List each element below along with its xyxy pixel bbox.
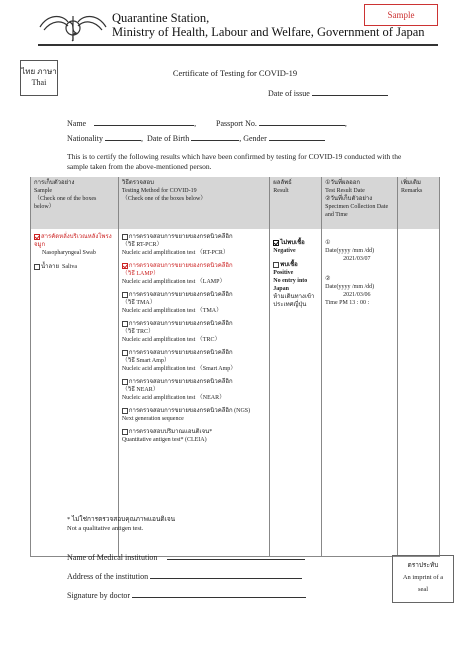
header-sample-th: การเก็บตัวอย่าง <box>34 180 75 186</box>
header-date-en2: Specimen Collection Date and Time <box>325 204 389 218</box>
language-native: ไทย ภาษา <box>21 67 57 76</box>
method-en: Nucleic acid amplification test （LAMP） <box>121 279 226 285</box>
date-of-issue-label: Date of issue <box>268 89 310 98</box>
date-cell <box>322 229 398 556</box>
header-method-note: （Check one of the boxes below） <box>121 196 207 202</box>
method-checkbox[interactable] <box>122 321 128 327</box>
seal-box <box>392 555 454 603</box>
positive-note-en: No entry into Japan <box>273 278 308 292</box>
doctor-signature-row <box>67 590 306 600</box>
result-negative-checkbox[interactable] <box>273 240 279 246</box>
date-of-issue-field[interactable] <box>312 88 388 96</box>
result-date-value[interactable]: 2021/03/07 <box>343 256 371 262</box>
header-result <box>270 177 322 229</box>
header-sample <box>31 177 119 229</box>
sample-option-nasopharyngeal[interactable] <box>34 233 115 249</box>
method-option[interactable] <box>122 233 266 257</box>
method-abbr: （วิธี TMA） <box>121 300 156 306</box>
method-en: Nucleic acid amplification test （RT-PCR） <box>121 250 229 256</box>
result-positive-checkbox[interactable] <box>273 262 279 268</box>
header-sample-en: Sample <box>34 188 52 194</box>
method-en: Next generation sequence <box>121 416 184 422</box>
result-cell <box>270 229 322 556</box>
method-th: การตรวจสอบการขยายของกรดนิวคลีอิก <box>128 292 233 298</box>
institution-name-label: Name of Medical institution <box>67 553 158 562</box>
method-abbr: （วิธี NEAR） <box>121 387 159 393</box>
method-en: Nucleic acid amplification test （TMA） <box>121 308 223 314</box>
sample-en: Nasopharyngeal Swab <box>42 250 96 256</box>
header-remarks-th: เพิ่มเติม <box>401 180 421 186</box>
method-cell <box>118 229 269 556</box>
sample-cell <box>31 229 119 556</box>
sample-option-saliva[interactable] <box>34 263 115 271</box>
method-option[interactable] <box>122 378 266 402</box>
passport-row: Passport No. , <box>216 119 347 128</box>
intro-text: This is to certify the following results which have been confirmed by testing for COVID-19 conducted with the sample taken from the above-mentioned person. <box>67 152 402 171</box>
method-checkbox[interactable] <box>122 292 128 298</box>
name-field[interactable] <box>94 118 194 126</box>
institution-address-row <box>67 571 302 581</box>
table-body-row <box>31 229 440 556</box>
institution-name-field[interactable] <box>167 552 305 560</box>
table-header-row <box>31 177 440 229</box>
method-checkbox[interactable] <box>122 408 128 414</box>
sample-checkbox-saliva[interactable] <box>34 264 40 270</box>
sample-th: สารคัดหลั่งบริเวณหลังโพรงจมูก <box>34 234 112 248</box>
method-en: Nucleic acid amplification test （NEAR） <box>121 395 226 401</box>
remarks-cell[interactable] <box>398 229 440 556</box>
header-method-en: Testing Method for COVID-19 <box>121 188 197 194</box>
method-th: การตรวจสอบการขยายของกรดนิวคลีอิก <box>128 263 233 269</box>
method-en: Nucleic acid amplification test （Smart Amp） <box>121 366 237 372</box>
institution-address-field[interactable] <box>150 571 302 579</box>
nationality-field[interactable] <box>105 133 141 141</box>
method-abbr: （วิธี RT-PCR） <box>121 242 163 248</box>
method-option[interactable] <box>122 407 266 423</box>
doctor-signature-field[interactable] <box>132 590 306 598</box>
method-option[interactable] <box>122 291 266 315</box>
certificate-title: Certificate of Testing for COVID-19 <box>172 68 298 78</box>
method-th: การตรวจสอบการขยายของกรดนิวคลีอิก <box>128 234 233 240</box>
sample-th: น้ำลาย <box>41 264 60 270</box>
org-line-1: Quarantine Station, <box>112 11 210 25</box>
header-date <box>322 177 398 229</box>
header-remarks <box>398 177 440 229</box>
institution-name-row <box>67 552 305 562</box>
nationality-label: Nationality <box>67 134 103 143</box>
header-remarks-en: Remarks <box>401 188 423 194</box>
header-date-en1: Test Result Date <box>325 188 365 194</box>
method-option[interactable] <box>122 428 266 444</box>
org-line-2: Ministry of Health, Labour and Welfare, Government of Japan <box>112 25 425 39</box>
negative-th: ไม่พบเชื้อ <box>280 240 305 246</box>
language-english: Thai <box>31 78 47 87</box>
antigen-note <box>67 515 175 533</box>
method-option[interactable] <box>122 320 266 344</box>
method-abbr: （วิธี TRC） <box>121 329 155 335</box>
result-negative-option[interactable] <box>273 239 318 247</box>
header-date-th1: ①วันที่ผลออก <box>325 180 360 186</box>
name-row: Name , <box>67 119 197 128</box>
method-option[interactable] <box>122 262 266 286</box>
method-th: การตรวจสอบการขยายของกรดนิวคลีอิก <box>128 350 233 356</box>
header-sample-note: （Check one of the boxes below） <box>34 196 97 210</box>
method-abbr: （วิธี LAMP） <box>121 271 160 277</box>
method-th: การตรวจสอบการขยายของกรดนิวคลีอิก <box>128 321 233 327</box>
passport-label: Passport No. <box>216 119 257 128</box>
result-positive-option[interactable] <box>273 261 318 269</box>
circled-one: ① <box>325 240 331 246</box>
method-option[interactable] <box>122 349 266 373</box>
passport-field[interactable] <box>259 118 345 126</box>
method-en: Nucleic acid amplification test （TRC） <box>121 337 221 343</box>
sample-en: Saliva <box>62 264 78 270</box>
positive-th: พบเชื้อ <box>280 262 298 268</box>
sample-stamp: Sample <box>364 4 438 26</box>
header-divider <box>38 44 438 46</box>
header-method <box>118 177 269 229</box>
doctor-signature-label: Signature by doctor <box>67 591 131 600</box>
method-checkbox[interactable] <box>122 234 128 240</box>
method-th: การตรวจสอบการขยายของกรดนิวคลีอิก (NGS) <box>128 408 251 414</box>
header-result-en: Result <box>273 188 289 194</box>
seal-th: ตราประทับ <box>407 562 439 569</box>
date-of-issue[interactable] <box>268 88 388 98</box>
method-en: Quantitative antigen test* (CLEIA) <box>121 437 207 443</box>
note-th: * ไม่ใช่การตรวจสอบคุณภาพแอนติเจน <box>67 516 176 523</box>
method-th: การตรวจสอบปริมาณแอนติเจน* <box>128 429 213 435</box>
collection-time-value[interactable]: Time PM 13 : 00 : <box>325 300 370 306</box>
quarantine-emblem-icon <box>38 10 108 44</box>
method-th: การตรวจสอบการขยายของกรดนิวคลีอิก <box>128 379 233 385</box>
language-box <box>20 60 58 96</box>
header-date-th2: ②วันที่เก็บตัวอย่าง <box>325 196 373 202</box>
method-checkbox[interactable] <box>122 350 128 356</box>
seal-en-2: seal <box>417 586 429 593</box>
method-checkbox[interactable] <box>122 263 128 269</box>
positive-note-th: ห้ามเดินทางเข้าประเทศญี่ปุ่น <box>273 294 315 308</box>
negative-en: Negative <box>273 248 296 254</box>
nationality-row: Nationality , Date of Birth , Gender <box>67 133 325 143</box>
circled-two: ② <box>325 276 331 282</box>
institution-address-label: Address of the institution <box>67 572 149 581</box>
seal-en-1: An imprint of a <box>402 574 444 581</box>
results-table <box>30 177 440 557</box>
method-checkbox[interactable] <box>122 429 128 435</box>
header-method-th: วิธีตรวจสอบ <box>121 180 154 186</box>
name-label: Name <box>67 119 87 128</box>
date-label-2: Date(yyyy /mm /dd) <box>325 284 375 290</box>
gender-label: Gender <box>243 134 267 143</box>
header-result-th: ผลลัพธ์ <box>273 180 292 186</box>
collection-date-value[interactable]: 2021/03/06 <box>343 292 371 298</box>
dob-field[interactable] <box>191 133 239 141</box>
method-checkbox[interactable] <box>122 379 128 385</box>
positive-en: Positive <box>273 270 294 276</box>
method-abbr: （วิธี Smart Amp） <box>121 358 170 364</box>
date-label-1: Date(yyyy /mm /dd) <box>325 248 375 254</box>
gender-field[interactable] <box>269 133 325 141</box>
sample-checkbox-nasopharyngeal[interactable] <box>34 234 40 240</box>
dob-label: Date of Birth <box>147 134 190 143</box>
note-en: Not a qualitative antigen test. <box>67 525 144 532</box>
